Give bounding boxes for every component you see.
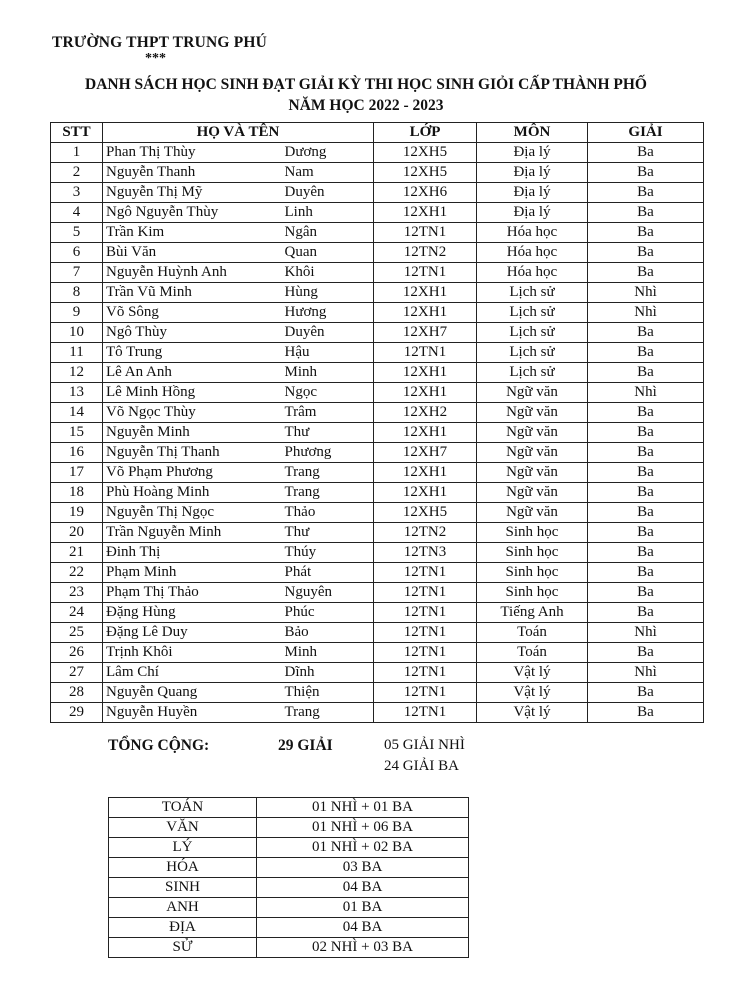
- row-subject: Địa lý: [477, 143, 588, 163]
- row-given-name: Dương: [283, 143, 374, 163]
- row-award: Ba: [588, 243, 704, 263]
- row-class: 12XH5: [374, 503, 477, 523]
- summary-result: 01 BA: [257, 898, 469, 918]
- table-row: [51, 483, 704, 503]
- row-stt: 2: [51, 163, 103, 183]
- row-subject: Sinh học: [477, 523, 588, 543]
- row-stt: 25: [51, 623, 103, 643]
- summary-subject: ĐỊA: [109, 918, 257, 938]
- summary-row: [109, 798, 469, 818]
- row-stt: 10: [51, 323, 103, 343]
- row-subject: Lịch sử: [477, 283, 588, 303]
- row-class: 12XH5: [374, 143, 477, 163]
- table-row: [51, 443, 704, 463]
- table-row: [51, 503, 704, 523]
- table-row: [51, 223, 704, 243]
- row-given-name: Quan: [283, 243, 374, 263]
- row-subject: Ngữ văn: [477, 483, 588, 503]
- row-stt: 29: [51, 703, 103, 723]
- row-family-name: Nguyễn Quang: [103, 683, 283, 703]
- row-award: Ba: [588, 323, 704, 343]
- row-award: Ba: [588, 543, 704, 563]
- row-family-name: Võ Sông: [103, 303, 283, 323]
- table-row: [51, 323, 704, 343]
- table-row: [51, 363, 704, 383]
- row-given-name: Trang: [283, 463, 374, 483]
- summary-subject: SỬ: [109, 938, 257, 958]
- header-name: HỌ VÀ TÊN: [103, 123, 374, 143]
- row-stt: 3: [51, 183, 103, 203]
- table-row: [51, 283, 704, 303]
- row-family-name: Đặng Hùng: [103, 603, 283, 623]
- table-row: [51, 683, 704, 703]
- row-class: 12TN1: [374, 683, 477, 703]
- row-award: Ba: [588, 523, 704, 543]
- total-label: TỔNG CỘNG:: [108, 737, 210, 754]
- row-stt: 24: [51, 603, 103, 623]
- row-award: Ba: [588, 503, 704, 523]
- row-given-name: Thiện: [283, 683, 374, 703]
- table-row: [51, 143, 704, 163]
- total-third-prizes: 24 GIẢI BA: [384, 758, 459, 774]
- table-row: [51, 183, 704, 203]
- summary-subject: VĂN: [109, 818, 257, 838]
- summary-subject: LÝ: [109, 838, 257, 858]
- summary-table: [108, 797, 469, 958]
- header-subject: MÔN: [477, 123, 588, 143]
- summary-row: [109, 858, 469, 878]
- row-family-name: Nguyễn Thị Ngọc: [103, 503, 283, 523]
- row-class: 12TN3: [374, 543, 477, 563]
- row-class: 12XH6: [374, 183, 477, 203]
- table-row: [51, 263, 704, 283]
- row-family-name: Nguyễn Thanh: [103, 163, 283, 183]
- row-family-name: Tô Trung: [103, 343, 283, 363]
- row-class: 12TN1: [374, 263, 477, 283]
- row-family-name: Võ Phạm Phương: [103, 463, 283, 483]
- row-stt: 17: [51, 463, 103, 483]
- row-subject: Lịch sử: [477, 363, 588, 383]
- row-given-name: Linh: [283, 203, 374, 223]
- row-family-name: Lê An Anh: [103, 363, 283, 383]
- row-subject: Sinh học: [477, 583, 588, 603]
- row-award: Nhì: [588, 383, 704, 403]
- summary-result: 04 BA: [257, 918, 469, 938]
- row-subject: Toán: [477, 643, 588, 663]
- row-family-name: Nguyễn Thị Mỹ: [103, 183, 283, 203]
- row-given-name: Duyên: [283, 183, 374, 203]
- row-stt: 16: [51, 443, 103, 463]
- row-subject: Vật lý: [477, 663, 588, 683]
- row-award: Ba: [588, 203, 704, 223]
- row-family-name: Nguyễn Huỳnh Anh: [103, 263, 283, 283]
- row-given-name: Trâm: [283, 403, 374, 423]
- row-subject: Lịch sử: [477, 343, 588, 363]
- summary-subject: SINH: [109, 878, 257, 898]
- row-stt: 26: [51, 643, 103, 663]
- row-stt: 13: [51, 383, 103, 403]
- row-stt: 28: [51, 683, 103, 703]
- summary-result: 03 BA: [257, 858, 469, 878]
- row-award: Ba: [588, 423, 704, 443]
- row-given-name: Hậu: [283, 343, 374, 363]
- row-class: 12XH1: [374, 383, 477, 403]
- row-award: Ba: [588, 363, 704, 383]
- row-given-name: Thư: [283, 423, 374, 443]
- row-family-name: Bùi Văn: [103, 243, 283, 263]
- row-class: 12XH2: [374, 403, 477, 423]
- table-row: [51, 203, 704, 223]
- table-row: [51, 643, 704, 663]
- summary-row: [109, 878, 469, 898]
- table-row: [51, 403, 704, 423]
- row-class: 12XH7: [374, 443, 477, 463]
- row-stt: 21: [51, 543, 103, 563]
- row-class: 12XH1: [374, 303, 477, 323]
- row-award: Nhì: [588, 663, 704, 683]
- row-given-name: Phúc: [283, 603, 374, 623]
- row-subject: Ngữ văn: [477, 503, 588, 523]
- row-award: Ba: [588, 163, 704, 183]
- table-row: [51, 423, 704, 443]
- row-award: Ba: [588, 443, 704, 463]
- school-name: TRƯỜNG THPT TRUNG PHÚ: [52, 34, 268, 51]
- table-row: [51, 583, 704, 603]
- total-count: 29 GIẢI: [278, 737, 333, 754]
- summary-subject: ANH: [109, 898, 257, 918]
- row-subject: Hóa học: [477, 223, 588, 243]
- row-given-name: Phát: [283, 563, 374, 583]
- row-award: Ba: [588, 583, 704, 603]
- table-row: [51, 163, 704, 183]
- table-row: [51, 663, 704, 683]
- row-subject: Hóa học: [477, 243, 588, 263]
- row-given-name: Duyên: [283, 323, 374, 343]
- row-family-name: Trần Nguyễn Minh: [103, 523, 283, 543]
- row-given-name: Dĩnh: [283, 663, 374, 683]
- row-stt: 27: [51, 663, 103, 683]
- row-class: 12TN1: [374, 623, 477, 643]
- row-subject: Lịch sử: [477, 303, 588, 323]
- row-subject: Sinh học: [477, 543, 588, 563]
- row-class: 12XH1: [374, 423, 477, 443]
- row-subject: Hóa học: [477, 263, 588, 283]
- row-class: 12XH1: [374, 283, 477, 303]
- row-given-name: Thúy: [283, 543, 374, 563]
- row-subject: Ngữ văn: [477, 403, 588, 423]
- table-row: [51, 703, 704, 723]
- row-family-name: Nguyễn Thị Thanh: [103, 443, 283, 463]
- row-stt: 12: [51, 363, 103, 383]
- row-given-name: Trang: [283, 483, 374, 503]
- decorative-stars: ***: [145, 51, 166, 66]
- row-given-name: Hùng: [283, 283, 374, 303]
- row-subject: Địa lý: [477, 203, 588, 223]
- row-family-name: Phù Hoàng Minh: [103, 483, 283, 503]
- summary-result: 04 BA: [257, 878, 469, 898]
- row-award: Ba: [588, 483, 704, 503]
- summary-row: [109, 818, 469, 838]
- table-row: [51, 343, 704, 363]
- row-given-name: Ngân: [283, 223, 374, 243]
- row-stt: 6: [51, 243, 103, 263]
- row-subject: Vật lý: [477, 683, 588, 703]
- row-stt: 11: [51, 343, 103, 363]
- row-stt: 5: [51, 223, 103, 243]
- row-award: Ba: [588, 563, 704, 583]
- row-given-name: Nguyên: [283, 583, 374, 603]
- row-stt: 19: [51, 503, 103, 523]
- document-subtitle: NĂM HỌC 2022 - 2023: [288, 97, 444, 114]
- row-class: 12XH1: [374, 463, 477, 483]
- row-stt: 23: [51, 583, 103, 603]
- summary-row: [109, 918, 469, 938]
- row-family-name: Đặng Lê Duy: [103, 623, 283, 643]
- row-award: Ba: [588, 643, 704, 663]
- row-given-name: Ngọc: [283, 383, 374, 403]
- summary-result: 01 NHÌ + 06 BA: [257, 818, 469, 838]
- row-class: 12XH7: [374, 323, 477, 343]
- table-row: [51, 463, 704, 483]
- table-row: [51, 303, 704, 323]
- row-class: 12TN1: [374, 223, 477, 243]
- row-award: Ba: [588, 143, 704, 163]
- document-title: DANH SÁCH HỌC SINH ĐẠT GIẢI KỲ THI HỌC SINH GIỎI CẤP THÀNH PHỐ: [85, 76, 647, 93]
- row-class: 12TN1: [374, 643, 477, 663]
- row-class: 12XH1: [374, 483, 477, 503]
- row-award: Nhì: [588, 283, 704, 303]
- table-row: [51, 243, 704, 263]
- row-class: 12TN2: [374, 523, 477, 543]
- row-stt: 4: [51, 203, 103, 223]
- row-award: Ba: [588, 703, 704, 723]
- row-class: 12TN2: [374, 243, 477, 263]
- row-class: 12XH1: [374, 363, 477, 383]
- row-stt: 1: [51, 143, 103, 163]
- row-subject: Sinh học: [477, 563, 588, 583]
- row-class: 12XH1: [374, 203, 477, 223]
- row-class: 12TN1: [374, 663, 477, 683]
- summary-subject: HÓA: [109, 858, 257, 878]
- row-given-name: Hương: [283, 303, 374, 323]
- row-family-name: Phan Thị Thùy: [103, 143, 283, 163]
- row-given-name: Khôi: [283, 263, 374, 283]
- row-award: Ba: [588, 343, 704, 363]
- table-row: [51, 523, 704, 543]
- row-given-name: Thư: [283, 523, 374, 543]
- row-stt: 7: [51, 263, 103, 283]
- row-class: 12TN1: [374, 563, 477, 583]
- row-given-name: Thảo: [283, 503, 374, 523]
- row-family-name: Trần Vũ Minh: [103, 283, 283, 303]
- row-subject: Ngữ văn: [477, 383, 588, 403]
- summary-subject: TOÁN: [109, 798, 257, 818]
- row-family-name: Trịnh Khôi: [103, 643, 283, 663]
- row-award: Ba: [588, 603, 704, 623]
- row-subject: Ngữ văn: [477, 423, 588, 443]
- row-subject: Ngữ văn: [477, 443, 588, 463]
- row-family-name: Ngô Nguyễn Thùy: [103, 203, 283, 223]
- row-stt: 18: [51, 483, 103, 503]
- row-class: 12TN1: [374, 583, 477, 603]
- row-stt: 9: [51, 303, 103, 323]
- row-award: Ba: [588, 183, 704, 203]
- row-given-name: Phương: [283, 443, 374, 463]
- summary-row: [109, 838, 469, 858]
- row-stt: 8: [51, 283, 103, 303]
- row-stt: 22: [51, 563, 103, 583]
- row-award: Ba: [588, 403, 704, 423]
- row-family-name: Võ Ngọc Thùy: [103, 403, 283, 423]
- awards-table: [50, 122, 704, 723]
- summary-result: 02 NHÌ + 03 BA: [257, 938, 469, 958]
- row-award: Ba: [588, 263, 704, 283]
- row-family-name: Đinh Thị: [103, 543, 283, 563]
- table-row: [51, 603, 704, 623]
- row-given-name: Bảo: [283, 623, 374, 643]
- row-family-name: Phạm Minh: [103, 563, 283, 583]
- row-subject: Tiếng Anh: [477, 603, 588, 623]
- summary-result: 01 NHÌ + 01 BA: [257, 798, 469, 818]
- row-family-name: Lâm Chí: [103, 663, 283, 683]
- row-family-name: Nguyễn Minh: [103, 423, 283, 443]
- row-award: Ba: [588, 463, 704, 483]
- row-stt: 15: [51, 423, 103, 443]
- row-family-name: Trần Kim: [103, 223, 283, 243]
- header-stt: STT: [51, 123, 103, 143]
- row-class: 12TN1: [374, 703, 477, 723]
- table-header-row: [51, 123, 704, 143]
- row-stt: 20: [51, 523, 103, 543]
- header-award: GIẢI: [588, 123, 704, 143]
- row-family-name: Lê Minh Hồng: [103, 383, 283, 403]
- row-family-name: Phạm Thị Thảo: [103, 583, 283, 603]
- summary-row: [109, 898, 469, 918]
- row-subject: Vật lý: [477, 703, 588, 723]
- table-row: [51, 623, 704, 643]
- row-subject: Lịch sử: [477, 323, 588, 343]
- row-given-name: Trang: [283, 703, 374, 723]
- row-subject: Địa lý: [477, 183, 588, 203]
- row-subject: Địa lý: [477, 163, 588, 183]
- row-family-name: Ngô Thùy: [103, 323, 283, 343]
- table-row: [51, 563, 704, 583]
- row-subject: Toán: [477, 623, 588, 643]
- summary-result: 01 NHÌ + 02 BA: [257, 838, 469, 858]
- row-given-name: Minh: [283, 363, 374, 383]
- row-class: 12XH5: [374, 163, 477, 183]
- row-award: Ba: [588, 683, 704, 703]
- row-class: 12TN1: [374, 343, 477, 363]
- summary-row: [109, 938, 469, 958]
- total-second-prizes: 05 GIẢI NHÌ: [384, 737, 465, 753]
- row-given-name: Nam: [283, 163, 374, 183]
- row-class: 12TN1: [374, 603, 477, 623]
- row-family-name: Nguyễn Huyền: [103, 703, 283, 723]
- table-row: [51, 383, 704, 403]
- header-class: LỚP: [374, 123, 477, 143]
- row-award: Nhì: [588, 623, 704, 643]
- row-stt: 14: [51, 403, 103, 423]
- row-award: Nhì: [588, 303, 704, 323]
- row-subject: Ngữ văn: [477, 463, 588, 483]
- row-given-name: Minh: [283, 643, 374, 663]
- row-award: Ba: [588, 223, 704, 243]
- table-row: [51, 543, 704, 563]
